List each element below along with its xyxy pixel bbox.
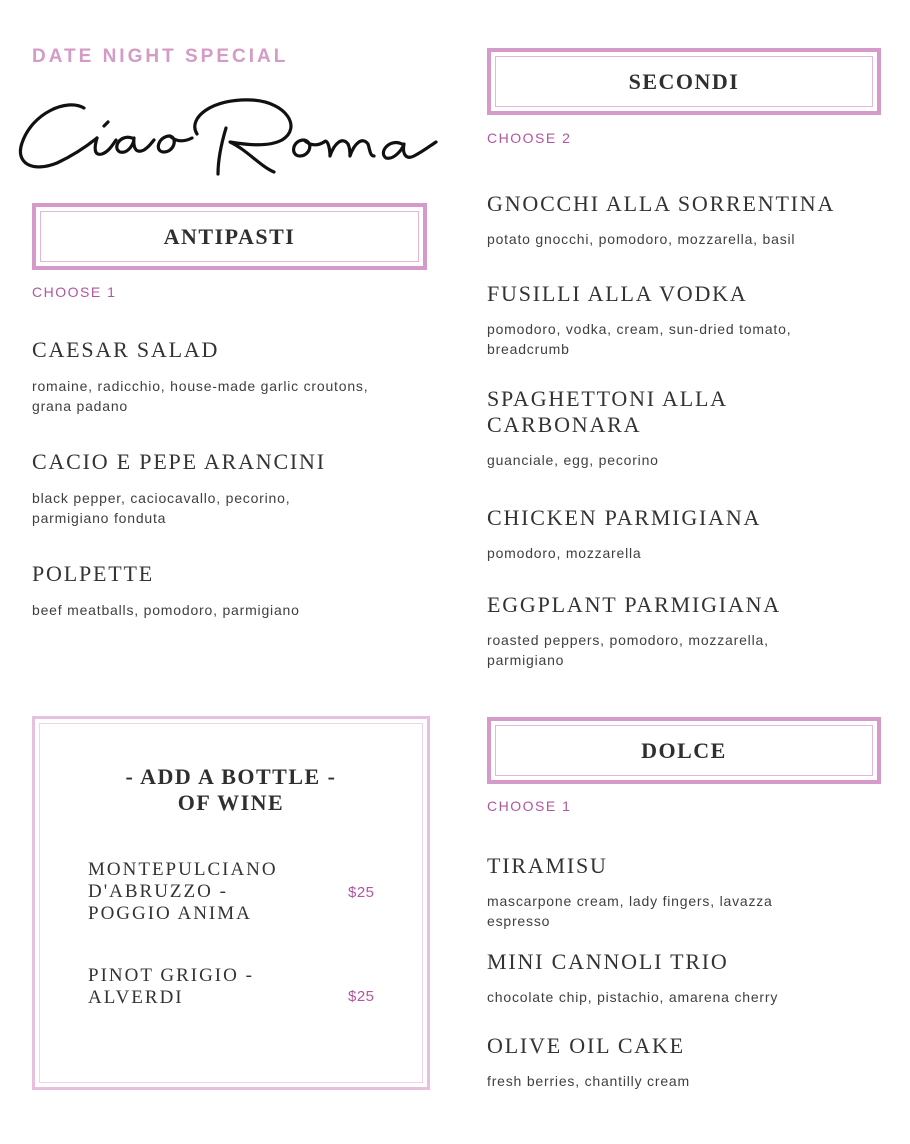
item-description: pomodoro, mozzarella [487,545,642,561]
item-name: TIRAMISU [487,853,608,878]
item-description: chocolate chip, pistachio, amarena cherry [487,989,779,1005]
menu-item-polpette [32,561,300,620]
item-name: CHICKEN PARMIGIANA [487,505,762,530]
wine-price: $25 [348,988,375,1005]
item-name: OLIVE OIL CAKE [487,1033,685,1058]
item-description: romaine, radicchio, house-made garlic croutons, grana padano [32,378,369,414]
secondi-choose-label: CHOOSE 2 [487,130,572,146]
wine-price: $25 [348,884,375,901]
item-name: MINI CANNOLI TRIO [487,949,729,974]
item-name: CACIO E PEPE ARANCINI [32,449,326,474]
ciao-roma-script-logo [12,88,442,188]
menu-item-caesar-salad [32,337,368,416]
item-description: potato gnocchi, pomodoro, mozzarella, basil [487,231,796,247]
menu-item-mini-cannoli-trio [487,949,778,1007]
item-name: CAESAR SALAD [32,337,220,362]
item-description: guanciale, egg, pecorino [487,452,659,468]
item-description: fresh berries, chantilly cream [487,1073,690,1089]
menu-item-gnocchi-alla-sorrentina [487,191,835,249]
antipasti-header-box [32,203,427,270]
secondi-header-box [487,48,881,115]
wine-name: MONTEPULCIANO D'ABRUZZO - POGGIO ANIMA [88,859,278,924]
item-description: mascarpone cream, lady fingers, lavazza espresso [487,893,773,929]
item-name: FUSILLI ALLA VODKA [487,281,748,306]
wine-addon-box [32,716,430,1090]
kicker-date-night-special: DATE NIGHT SPECIAL [32,46,289,67]
menu-item-eggplant-parmigiana [487,592,781,670]
script-logo-icon [12,88,442,188]
wine-title: - ADD A BOTTLE - OF WINE [125,764,337,815]
dolce-choose-label: CHOOSE 1 [487,798,572,814]
item-name: SPAGHETTONI ALLA CARBONARA [487,386,728,437]
item-description: roasted peppers, pomodoro, mozzarella, parmigiano [487,632,769,668]
wine-name: PINOT GRIGIO - ALVERDI [88,965,254,1008]
menu-item-olive-oil-cake [487,1033,690,1091]
item-description: beef meatballs, pomodoro, parmigiano [32,602,300,618]
item-description: pomodoro, vodka, cream, sun-dried tomato, breadcrumb [487,321,792,357]
menu-item-tiramisu [487,853,773,931]
item-name: EGGPLANT PARMIGIANA [487,592,781,617]
antipasti-choose-label: CHOOSE 1 [32,284,117,300]
item-name: POLPETTE [32,561,154,586]
menu-item-chicken-parmigiana [487,505,761,563]
item-description: black pepper, caciocavallo, pecorino, parmigiano fonduta [32,490,291,526]
menu-item-cacio-e-pepe-arancini [32,449,326,528]
menu-item-fusilli-alla-vodka [487,281,791,359]
wine-item-montepulciano [88,859,338,925]
menu-item-spaghettoni-alla-carbonara [487,386,728,470]
item-name: GNOCCHI ALLA SORRENTINA [487,191,836,216]
dolce-header-box [487,717,881,784]
antipasti-title: ANTIPASTI [163,223,296,249]
dolce-title: DOLCE [641,737,727,763]
wine-item-pinot-grigio [88,965,338,1009]
secondi-title: SECONDI [628,68,740,94]
